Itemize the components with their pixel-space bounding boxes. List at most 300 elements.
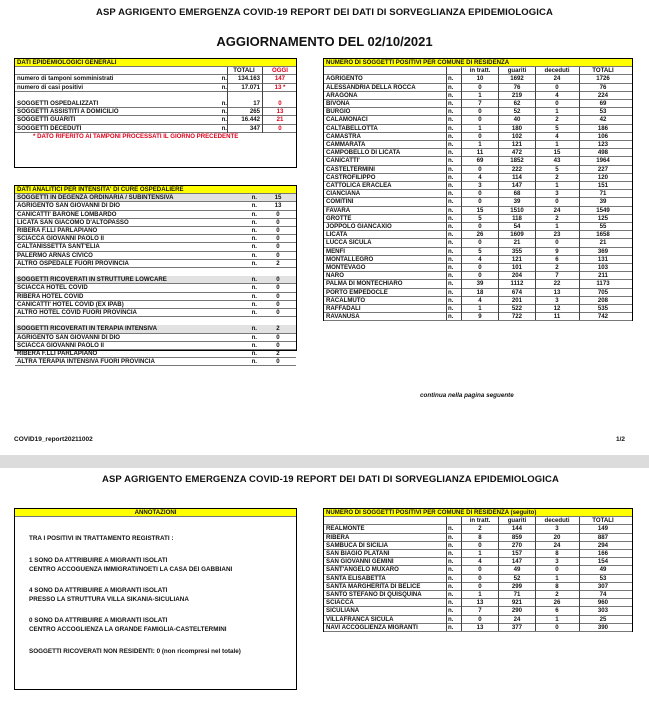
- degenza-label: SCIACCA GIOVANNI PAOLO II: [17, 235, 104, 243]
- municipality-name: NARO: [326, 272, 344, 280]
- in-treatment: 7: [478, 100, 482, 107]
- page-separator: [0, 455, 649, 468]
- in-treatment: 4: [478, 558, 482, 566]
- degenza-value: 13: [274, 202, 282, 210]
- degenza-value: 0: [276, 210, 280, 218]
- in-treatment: 10: [476, 75, 484, 83]
- n-prefix: n.: [448, 100, 454, 107]
- n-prefix: n.: [448, 214, 454, 222]
- recovered: 472: [511, 149, 523, 157]
- annotations-box: [14, 508, 297, 690]
- municipality-name: BIVONA: [326, 100, 350, 107]
- total: 103: [597, 264, 609, 271]
- recovered: 144: [511, 525, 523, 533]
- municipality-name: NAVI ACCOGLIENZA MIGRANTI: [326, 623, 418, 631]
- annotation-line: TRA I POSITIVI IN TRATTAMENTO REGISTRATI :: [29, 535, 174, 542]
- deceased: 2: [555, 116, 559, 124]
- general-data-table: [14, 58, 297, 168]
- lowcare-row: [15, 293, 296, 301]
- column-divider: [461, 517, 462, 631]
- municipality-name: FAVARA: [326, 206, 351, 214]
- lowcare-label: ALTRO HOTEL COVID FUORI PROVINCIA: [17, 309, 137, 316]
- in-treatment: 0: [478, 272, 482, 280]
- lowcare-label: SCIACCA HOTEL COVID: [17, 284, 88, 292]
- lowcare-row: [15, 284, 296, 292]
- n-prefix: n.: [448, 296, 454, 304]
- municipality-name: CASTELTERMINI: [326, 165, 375, 173]
- comuni-continued-title: NUMERO DI SOGGETTI POSITIVI PER COMUNE DI RESIDENZA (seguito): [326, 509, 537, 516]
- n-prefix: n.: [448, 566, 454, 574]
- n-prefix: n.: [448, 607, 454, 615]
- in-treatment: 2: [478, 525, 482, 533]
- general-row: [15, 108, 296, 116]
- positives-by-municipality-continued-table: [323, 508, 633, 632]
- comuni-continued-row: [324, 525, 632, 533]
- total: 535: [597, 305, 609, 312]
- column-divider: [579, 67, 580, 320]
- municipality-name: CAMPOBELLO DI LICATA: [326, 149, 401, 157]
- deceased: 0: [555, 83, 559, 91]
- n-prefix: n.: [448, 132, 454, 140]
- col-oggi: OGGI: [272, 67, 288, 75]
- n-prefix: n.: [448, 305, 454, 312]
- in-treatment: 1: [478, 550, 482, 557]
- lowcare-value: 0: [276, 284, 280, 292]
- total: 705: [597, 288, 609, 296]
- degenza-value: 0: [276, 218, 280, 226]
- column-divider: [579, 517, 580, 631]
- n-prefix: n.: [448, 141, 454, 148]
- column-divider: [498, 517, 499, 631]
- in-treatment: 1: [478, 305, 482, 312]
- degenza-label: RIBERA F.LLI PARLAPIANO: [17, 227, 98, 234]
- recovered: 49: [513, 566, 521, 574]
- annotation-line: SOGGETTI RICOVERATI NON RESIDENTI: 0 (non ricompresi nel totale): [29, 648, 241, 655]
- deceased: 7: [555, 272, 559, 280]
- n-prefix: n.: [251, 235, 257, 243]
- general-row-label: SOGGETTI DECEDUTI: [17, 124, 82, 132]
- comuni-row: [324, 174, 632, 182]
- comuni-continued-row: [324, 607, 632, 615]
- general-today: 21: [276, 116, 284, 124]
- lowcare-label: RIBERA HOTEL COVID: [17, 292, 84, 300]
- general-row-label: SOGGETTI GUARITI: [17, 116, 76, 124]
- comuni-col-header: guariti: [507, 67, 527, 75]
- recovered: 377: [511, 623, 523, 631]
- total: 307: [597, 582, 609, 590]
- n-prefix: n.: [251, 251, 257, 259]
- total: 21: [599, 239, 607, 247]
- in-treatment: 0: [478, 574, 482, 582]
- deceased: 24: [553, 206, 561, 214]
- n-prefix: n.: [251, 259, 257, 267]
- n-prefix: n.: [448, 313, 454, 321]
- total: 208: [597, 296, 609, 304]
- recovered: 21: [513, 239, 521, 247]
- degenza-label: PALERMO ARNAS CIVICO: [17, 251, 93, 259]
- municipality-name: SAMBUCA DI SICILIA: [326, 541, 389, 549]
- terapia-intensiva-value: 0: [276, 341, 280, 349]
- n-prefix: n.: [448, 272, 454, 280]
- report-filename: COVID19_report20211002: [14, 436, 93, 443]
- deceased: 2: [555, 591, 559, 598]
- in-treatment: 0: [478, 223, 482, 230]
- deceased: 0: [555, 566, 559, 574]
- comuni-continued-col-header: TOTALI: [592, 517, 614, 525]
- total: 166: [597, 550, 609, 557]
- in-treatment: 18: [476, 288, 484, 296]
- in-treatment: 0: [478, 83, 482, 91]
- recovered: 674: [511, 288, 523, 296]
- general-footnote-row: [15, 133, 296, 141]
- municipality-name: MENFI: [326, 247, 345, 255]
- general-footnote: * DATO RIFERITO AI TAMPONI PROCESSATI IL GIORNO PRECEDENTE: [33, 132, 239, 140]
- general-header-row: [15, 67, 296, 75]
- n-prefix: n.: [251, 333, 257, 341]
- in-treatment: 4: [478, 296, 482, 304]
- terapia-intensiva-row: [15, 325, 296, 333]
- degenza-value: 15: [274, 194, 282, 202]
- total: 55: [599, 223, 607, 230]
- n-prefix: n.: [251, 300, 257, 308]
- report-header-page-2: ASP AGRIGENTO EMERGENZA COVID-19 REPORT DEI DATI DI SORVEGLIANZA EPIDEMIOLOGICA: [102, 474, 559, 485]
- recovered: 147: [511, 182, 523, 189]
- comuni-row: [324, 166, 632, 174]
- general-row: [15, 116, 296, 124]
- deceased: 12: [553, 305, 561, 312]
- lowcare-row: [15, 309, 296, 317]
- deceased: 3: [555, 296, 559, 304]
- recovered: 1852: [510, 157, 524, 165]
- deceased: 3: [555, 190, 559, 198]
- general-total: 134.163: [237, 75, 260, 83]
- comuni-row: [324, 239, 632, 247]
- deceased: 0: [555, 623, 559, 631]
- n-prefix: n.: [448, 190, 454, 198]
- comuni-row: [324, 182, 632, 190]
- general-total: 16.442: [241, 116, 260, 124]
- municipality-name: AGRIGENTO: [326, 75, 363, 83]
- general-total: 17.071: [241, 83, 260, 91]
- total: 53: [599, 574, 607, 582]
- deceased: 43: [553, 157, 561, 165]
- deceased: 9: [555, 247, 559, 255]
- recovered: 39: [513, 198, 521, 206]
- deceased: 2: [555, 264, 559, 271]
- municipality-name: ARAGONA: [326, 91, 358, 99]
- municipality-name: SICULIANA: [326, 607, 360, 615]
- comuni-header-row: [324, 67, 632, 75]
- comuni-continued-col-header: in tratt.: [469, 517, 491, 525]
- n-prefix: n.: [448, 206, 454, 214]
- in-treatment: 4: [478, 173, 482, 181]
- recovered: 114: [512, 173, 522, 181]
- n-prefix: n.: [221, 124, 227, 132]
- recovered: 290: [511, 607, 523, 615]
- total: 369: [597, 247, 609, 255]
- municipality-name: CASTROFILIPPO: [326, 173, 376, 181]
- deceased: 5: [555, 124, 559, 132]
- terapia-intensiva-row: [15, 350, 296, 358]
- comuni-row: [324, 75, 632, 83]
- comuni-row: [324, 198, 632, 206]
- general-today: 13: [276, 108, 284, 116]
- terapia-intensiva-label: SOGGETTI RICOVERATI IN TERAPIA INTENSIVA: [17, 325, 158, 333]
- n-prefix: n.: [448, 550, 454, 557]
- degenza-value: 0: [276, 235, 280, 243]
- annotation-line: CENTRO ACCOGUENZA IMMIGRATI/NOETI LA CASA DEI GABBIANI: [29, 566, 233, 573]
- total: 1964: [596, 157, 610, 165]
- general-row: [15, 75, 296, 83]
- total: 1726: [596, 75, 610, 83]
- total: 25: [599, 615, 607, 623]
- in-treatment: 26: [476, 231, 484, 239]
- n-prefix: n.: [448, 541, 454, 549]
- general-row: [15, 100, 296, 108]
- degenza-row: [15, 252, 296, 260]
- total: 1658: [596, 231, 610, 239]
- general-row-label: SOGGETTI OSPEDALIZZATI: [17, 100, 99, 107]
- total: 742: [597, 313, 609, 321]
- n-prefix: n.: [448, 116, 454, 124]
- terapia-intensiva-label: ALTRA TERAPIA INTENSIVA FUORI PROVINCIA: [17, 358, 155, 366]
- degenza-label: SOGGETTI IN DEGENZA ORDINARIA / SUBINTENSIVA: [17, 194, 174, 202]
- deceased: 0: [555, 100, 559, 107]
- comuni-continued-row: [324, 534, 632, 542]
- deceased: 3: [555, 525, 559, 533]
- municipality-name: CANICATTI': [326, 157, 360, 165]
- recovered: 68: [513, 190, 521, 198]
- in-treatment: 0: [478, 116, 482, 124]
- in-treatment: 0: [478, 566, 482, 574]
- n-prefix: n.: [448, 231, 454, 239]
- recovered: 219: [511, 91, 523, 99]
- deceased: 1: [555, 141, 559, 148]
- intensity-title: DATI ANALITICI PER INTENSITA' DI CURE OSPEDALIERE: [17, 186, 184, 193]
- total: 125: [597, 214, 609, 222]
- municipality-name: SANTO STEFANO DI QUISQUINA: [326, 591, 422, 598]
- n-prefix: n.: [448, 615, 454, 623]
- comuni-row: [324, 297, 632, 305]
- n-prefix: n.: [251, 276, 257, 284]
- deceased: 26: [553, 599, 561, 607]
- total: 123: [597, 141, 609, 148]
- in-treatment: 0: [478, 165, 482, 173]
- municipality-name: VILLAFRANCA SICULA: [326, 615, 394, 623]
- deceased: 23: [553, 231, 561, 239]
- hospital-intensity-table: [14, 185, 297, 366]
- n-prefix: n.: [448, 247, 454, 255]
- comuni-continued-row: [324, 583, 632, 591]
- lowcare-value: 0: [276, 300, 280, 308]
- in-treatment: 8: [478, 533, 482, 541]
- in-treatment: 0: [478, 132, 482, 140]
- in-treatment: 0: [478, 615, 482, 623]
- comuni-continued-row: [324, 542, 632, 550]
- deceased: 2: [555, 214, 559, 222]
- recovered: 180: [511, 124, 523, 132]
- recovered: 299: [511, 582, 523, 590]
- municipality-name: RAVANUSA: [326, 313, 360, 321]
- total: 74: [599, 591, 607, 598]
- n-prefix: n.: [251, 194, 257, 202]
- n-prefix: n.: [251, 210, 257, 218]
- total: 53: [599, 108, 607, 116]
- n-prefix: n.: [221, 116, 227, 124]
- deceased: 8: [555, 582, 559, 590]
- terapia-intensiva-value: 0: [276, 333, 280, 341]
- deceased: 2: [555, 173, 559, 181]
- total: 42: [599, 116, 607, 124]
- municipality-name: JOPPOLO GIANCAXIO: [326, 223, 392, 230]
- degenza-row: [15, 243, 296, 251]
- recovered: 204: [511, 272, 523, 280]
- deceased: 6: [555, 607, 559, 615]
- in-treatment: 0: [478, 541, 482, 549]
- comuni-col-header: in tratt.: [469, 67, 491, 75]
- deceased: 20: [553, 533, 561, 541]
- in-treatment: 1: [478, 141, 482, 148]
- annotation-line: CENTRO ACCOGLIENZA LA GRANDE FAMIGLIA-CASTELTERMINI: [29, 626, 227, 633]
- general-row: [15, 125, 296, 133]
- lowcare-row: [15, 301, 296, 309]
- municipality-name: CALAMONACI: [326, 116, 368, 124]
- comuni-continued-row: [324, 566, 632, 574]
- recovered: 1609: [510, 231, 524, 239]
- n-prefix: n.: [448, 525, 454, 533]
- comuni-row: [324, 272, 632, 280]
- comuni-row: [324, 141, 632, 149]
- total: 294: [597, 541, 609, 549]
- recovered: 921: [511, 599, 523, 607]
- municipality-name: CAMMARATA: [326, 141, 366, 148]
- recovered: 1112: [510, 280, 524, 288]
- municipality-name: LUCCA SICULA: [326, 239, 372, 247]
- recovered: 147: [511, 558, 523, 566]
- terapia-intensiva-value: 2: [276, 325, 280, 333]
- in-treatment: 9: [478, 313, 482, 321]
- comuni-row: [324, 133, 632, 141]
- comuni-row: [324, 84, 632, 92]
- comuni-continued-row: [324, 550, 632, 558]
- deceased: 22: [553, 280, 561, 288]
- annotation-line: 0 SONO DA ATTRIBUIRE A MIGRANTI ISOLATI: [29, 617, 168, 624]
- total: 69: [599, 100, 607, 107]
- degenza-row: [15, 219, 296, 227]
- column-divider: [461, 67, 462, 320]
- comuni-title: NUMERO DI SOGGETTI POSITIVI PER COMUNE DI RESIDENZA: [326, 59, 510, 66]
- n-prefix: n.: [221, 108, 227, 116]
- terapia-intensiva-row: [15, 334, 296, 342]
- n-prefix: n.: [448, 157, 454, 165]
- municipality-name: SANTA MARGHERITA DI BELICE: [326, 582, 421, 590]
- total: 887: [597, 533, 609, 541]
- degenza-label: AGRIGENTO SAN GIOVANNI DI DIO: [17, 202, 121, 210]
- col-totali: TOTALI: [233, 67, 255, 75]
- n-prefix: n.: [251, 292, 257, 300]
- municipality-name: GROTTE: [326, 214, 352, 222]
- lowcare-label: CANICATTI' HOTEL COVID (EX IPAB): [17, 300, 124, 308]
- municipality-name: CALTABELLOTTA: [326, 124, 378, 132]
- n-prefix: n.: [448, 558, 454, 566]
- degenza-row: [15, 194, 296, 202]
- comuni-continued-row: [324, 558, 632, 566]
- lowcare-value: 0: [276, 292, 280, 300]
- total: 39: [599, 198, 607, 206]
- degenza-label: CALTANISSETTA SANT'ELIA: [17, 243, 100, 251]
- report-page-2: [0, 468, 649, 706]
- n-prefix: n.: [448, 582, 454, 590]
- in-treatment: 69: [476, 157, 484, 165]
- deceased: 1: [555, 182, 559, 189]
- in-treatment: 1: [478, 124, 482, 132]
- lowcare-row: [15, 276, 296, 284]
- comuni-row: [324, 125, 632, 133]
- n-prefix: n.: [448, 83, 454, 91]
- annotation-line: 4 SONO DA ATTRIBUIRE A MIGRANTI ISOLATI: [29, 587, 168, 594]
- n-prefix: n.: [251, 325, 257, 333]
- n-prefix: n.: [448, 623, 454, 631]
- deceased: 6: [555, 255, 559, 263]
- deceased: 24: [553, 541, 561, 549]
- total: 151: [597, 182, 609, 189]
- n-prefix: n.: [251, 218, 257, 226]
- in-treatment: 13: [476, 599, 484, 607]
- in-treatment: 1: [478, 591, 482, 598]
- total: 131: [597, 255, 609, 263]
- terapia-intensiva-value: 2: [276, 350, 280, 357]
- general-row: [15, 84, 296, 92]
- municipality-name: RAFFADALI: [326, 305, 361, 312]
- comuni-col-header: deceduti: [544, 67, 570, 75]
- n-prefix: n.: [448, 108, 454, 116]
- degenza-value: 0: [276, 227, 280, 234]
- total: 498: [597, 149, 609, 157]
- general-today: 13 *: [274, 83, 286, 91]
- total: 224: [597, 91, 609, 99]
- comuni-row: [324, 108, 632, 116]
- comuni-row: [324, 190, 632, 198]
- recovered: 76: [513, 83, 521, 91]
- n-prefix: n.: [448, 239, 454, 247]
- deceased: 0: [555, 239, 559, 247]
- in-treatment: 3: [478, 182, 482, 189]
- n-prefix: n.: [448, 149, 454, 157]
- comuni-continued-header-row: [324, 517, 632, 525]
- degenza-row: [15, 211, 296, 219]
- deceased: 3: [555, 558, 559, 566]
- comuni-row: [324, 248, 632, 256]
- column-divider: [498, 67, 499, 320]
- in-treatment: 0: [478, 239, 482, 247]
- recovered: 355: [511, 247, 523, 255]
- municipality-name: SAN BIAGIO PLATANI: [326, 550, 390, 557]
- comuni-row: [324, 256, 632, 264]
- total: 49: [599, 566, 607, 574]
- deceased: 1: [555, 223, 559, 230]
- total: 390: [597, 623, 609, 631]
- in-treatment: 1: [478, 91, 482, 99]
- comuni-row: [324, 100, 632, 108]
- annotations-title-row: [15, 509, 296, 517]
- column-divider: [535, 517, 536, 631]
- n-prefix: n.: [221, 83, 227, 91]
- recovered: 71: [513, 591, 521, 598]
- total: 76: [599, 83, 607, 91]
- recovered: 201: [511, 296, 523, 304]
- deceased: 1: [555, 615, 559, 623]
- municipality-name: SCIACCA: [326, 599, 354, 607]
